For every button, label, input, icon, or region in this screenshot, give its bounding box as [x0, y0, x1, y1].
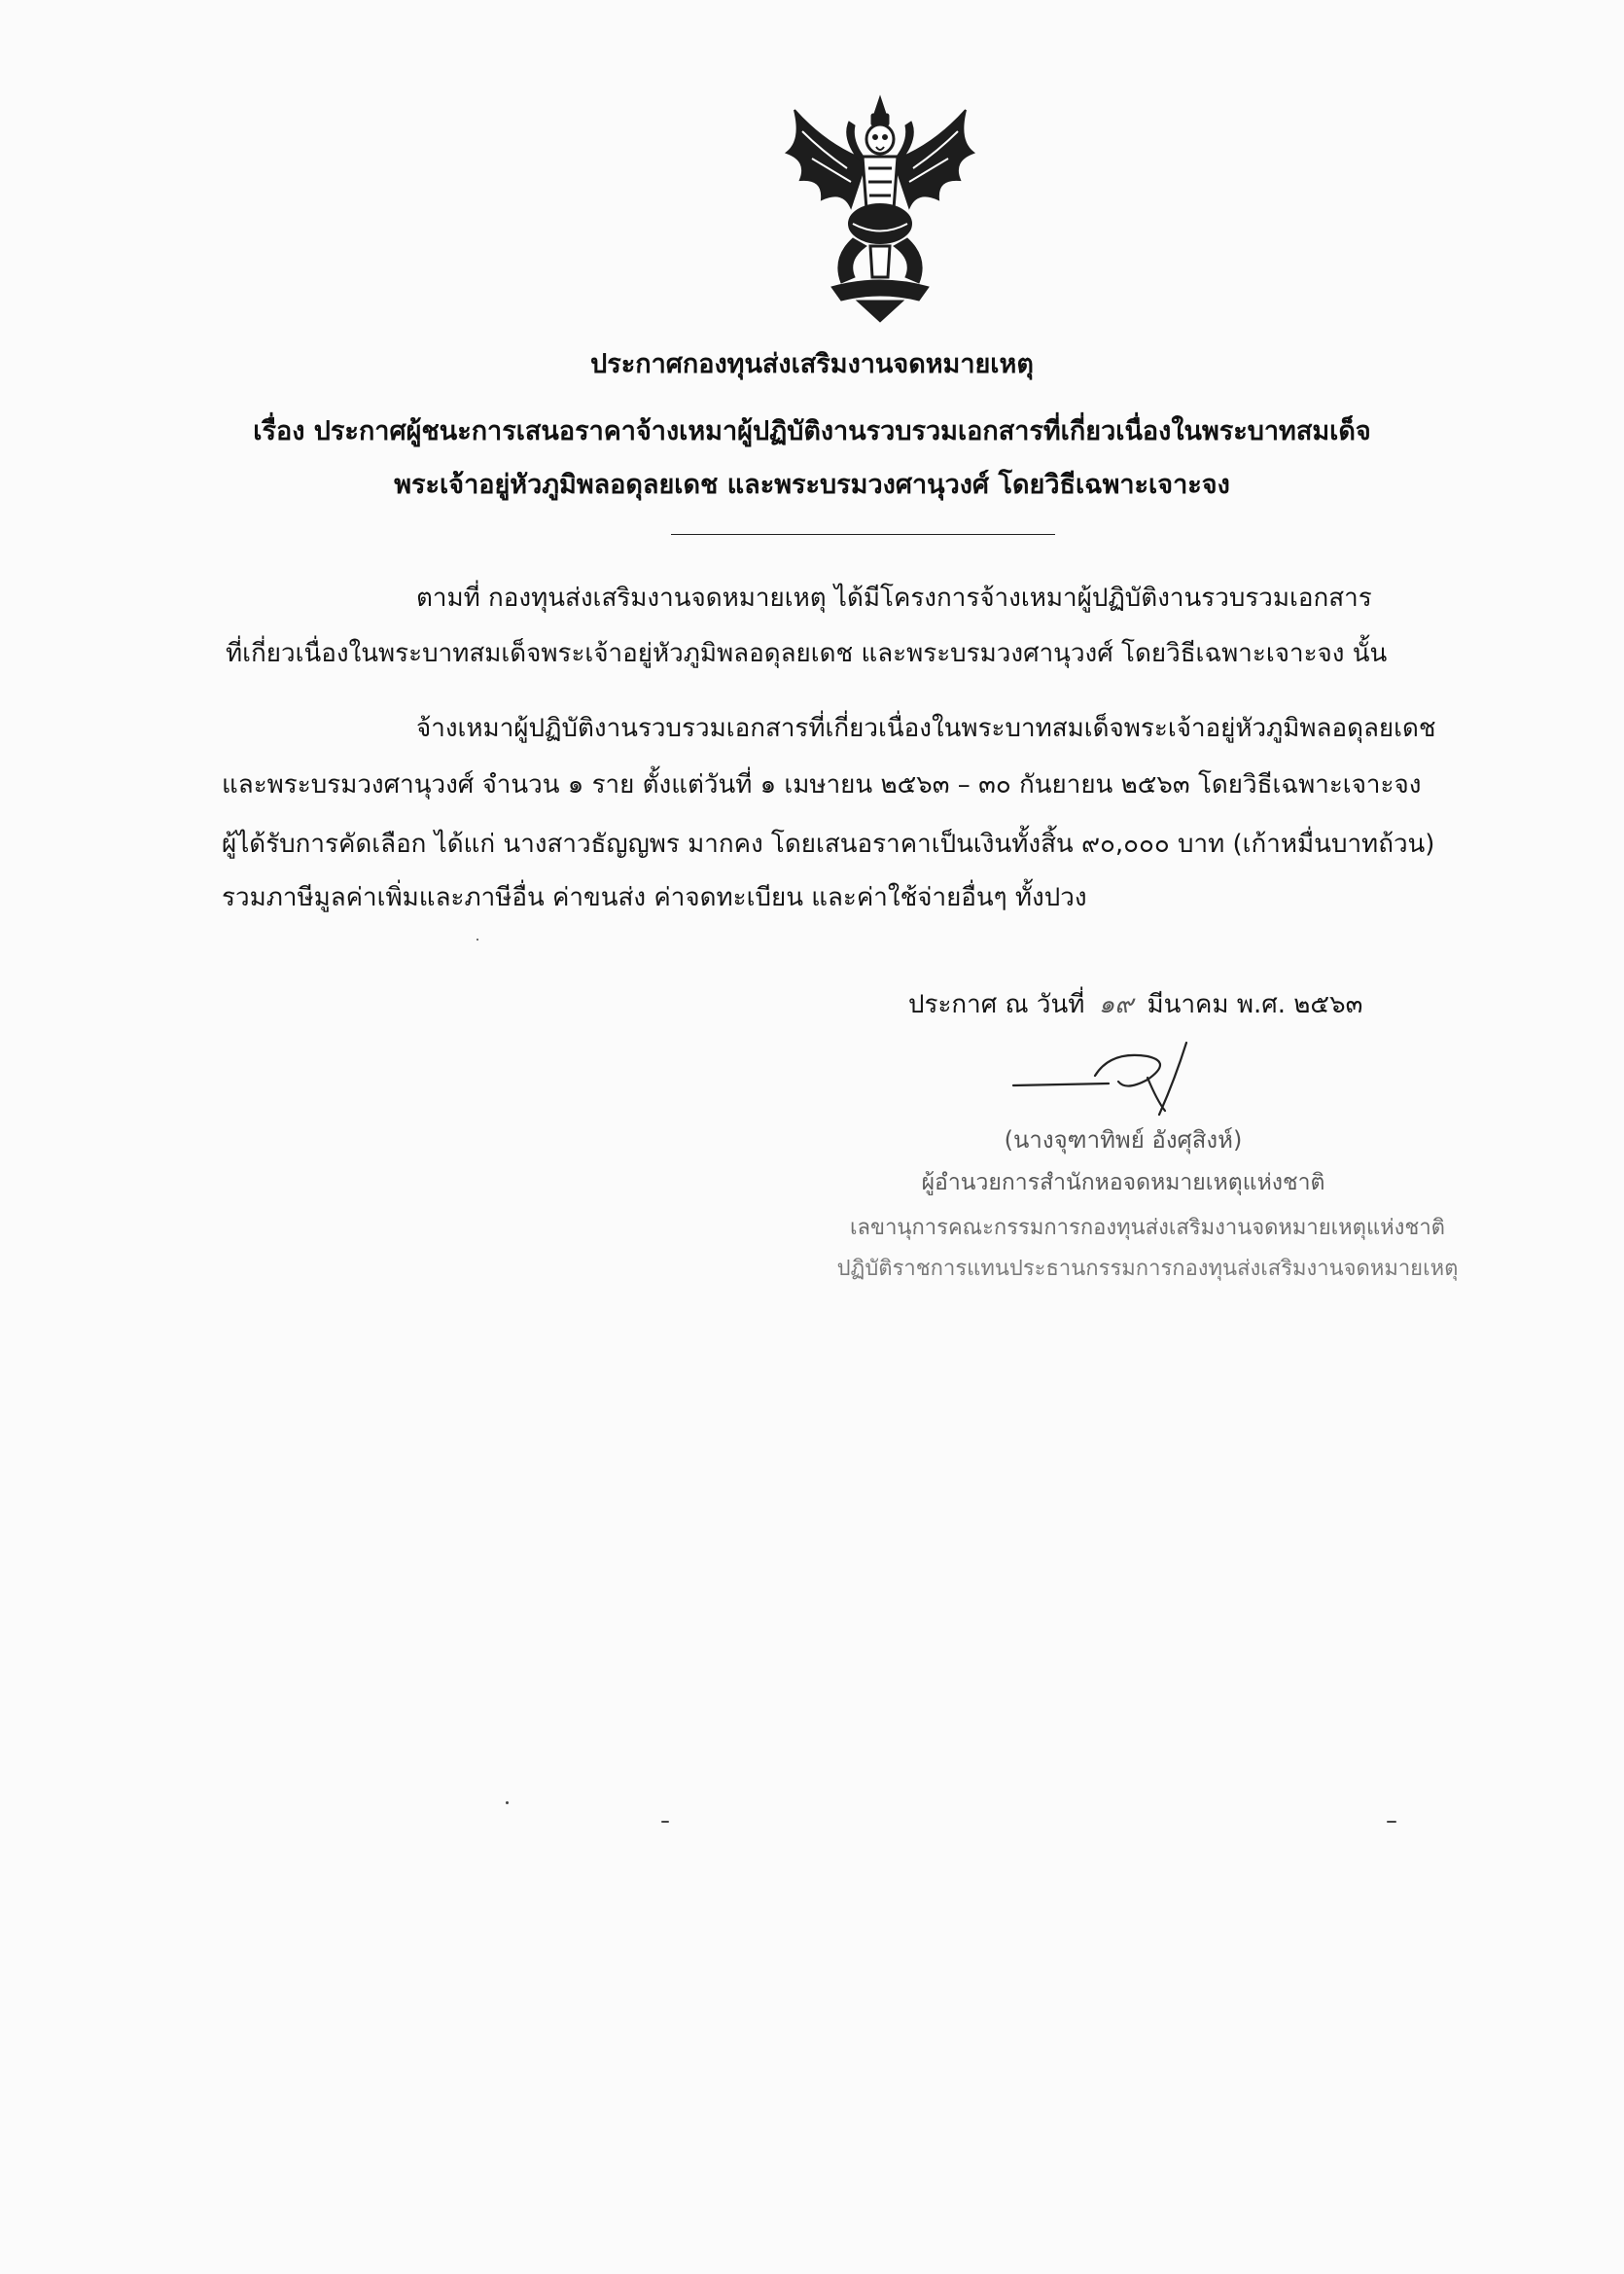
- announcement-subject: เรื่อง ประกาศผู้ชนะการเสนอราคาจ้างเหมาผู้ปฏิบัติงานรวบรวมเอกสารที่เกี่ยวเนื่องในพระบาทสมเด็จ: [253, 416, 1371, 446]
- handwritten-signature: [1002, 1021, 1245, 1128]
- paragraph1-line1: ตามที่ กองทุนส่งเสริมงานจดหมายเหตุ ได้มีโครงการจ้างเหมาผู้ปฏิบัติงานรวบรวมเอกสาร: [416, 584, 1372, 613]
- date-month-year: มีนาคม พ.ศ. ๒๕๖๓: [1147, 990, 1363, 1019]
- announcement-date: [908, 984, 1362, 1024]
- scan-speck: [477, 939, 478, 941]
- paragraph1-line2: ที่เกี่ยวเนื่องในพระบาทสมเด็จพระเจ้าอยู่หัวภูมิพลอดุลยเดช และพระบรมวงศานุวงศ์ โดยวิธีเฉพาะเจาะจง นั้น: [226, 639, 1388, 668]
- date-prefix: ประกาศ ณ วันที่: [908, 990, 1085, 1019]
- garuda-emblem-icon: [773, 92, 987, 326]
- scan-speck: [506, 1801, 509, 1804]
- signatory-name: (นางจุฑาทิพย์ อังศุสิงห์): [1004, 1126, 1243, 1154]
- paragraph2-line1: จ้างเหมาผู้ปฏิบัติงานรวบรวมเอกสารที่เกี่ยวเนื่องในพระบาทสมเด็จพระเจ้าอยู่หัวภูมิพลอดุลยเดช: [416, 714, 1436, 743]
- signatory-title-director: ผู้อำนวยการสำนักหอจดหมายเหตุแห่งชาติ: [921, 1170, 1325, 1195]
- date-day-handwritten: ๑๙: [1098, 990, 1134, 1019]
- paragraph2-line2: และพระบรมวงศานุวงศ์ จำนวน ๑ ราย ตั้งแต่วันที่ ๑ เมษายน ๒๕๖๓ – ๓๐ กันยายน ๒๕๖๓ โดยวิธีเฉพาะเจาะจง: [222, 770, 1422, 799]
- scan-speck: [1387, 1821, 1396, 1823]
- paragraph2-line4: รวมภาษีมูลค่าเพิ่มและภาษีอื่น ค่าขนส่ง ค่าจดทะเบียน และค่าใช้จ่ายอื่นๆ ทั้งปวง: [222, 883, 1087, 912]
- signatory-title-acting: ปฏิบัติราชการแทนประธานกรรมการกองทุนส่งเสริมงานจดหมายเหตุ: [836, 1257, 1459, 1281]
- announcement-subject-continued: พระเจ้าอยู่หัวภูมิพลอดุลยเดช และพระบรมวงศานุวงศ์ โดยวิธีเฉพาะเจาะจง: [394, 470, 1230, 500]
- paragraph2-line3: ผู้ได้รับการคัดเลือก ได้แก่ นางสาวธัญญพร มากคง โดยเสนอราคาเป็นเงินทั้งสิ้น ๙๐,๐๐๐ บาท (เก้าหมื่นบาทถ้วน): [222, 830, 1435, 859]
- announcement-title: ประกาศกองทุนส่งเสริมงานจดหมายเหตุ: [590, 349, 1034, 379]
- scan-speck: [661, 1821, 669, 1823]
- signatory-title-secretary: เลขานุการคณะกรรมการกองทุนส่งเสริมงานจดหมายเหตุแห่งชาติ: [850, 1216, 1445, 1240]
- title-divider: [671, 534, 1055, 535]
